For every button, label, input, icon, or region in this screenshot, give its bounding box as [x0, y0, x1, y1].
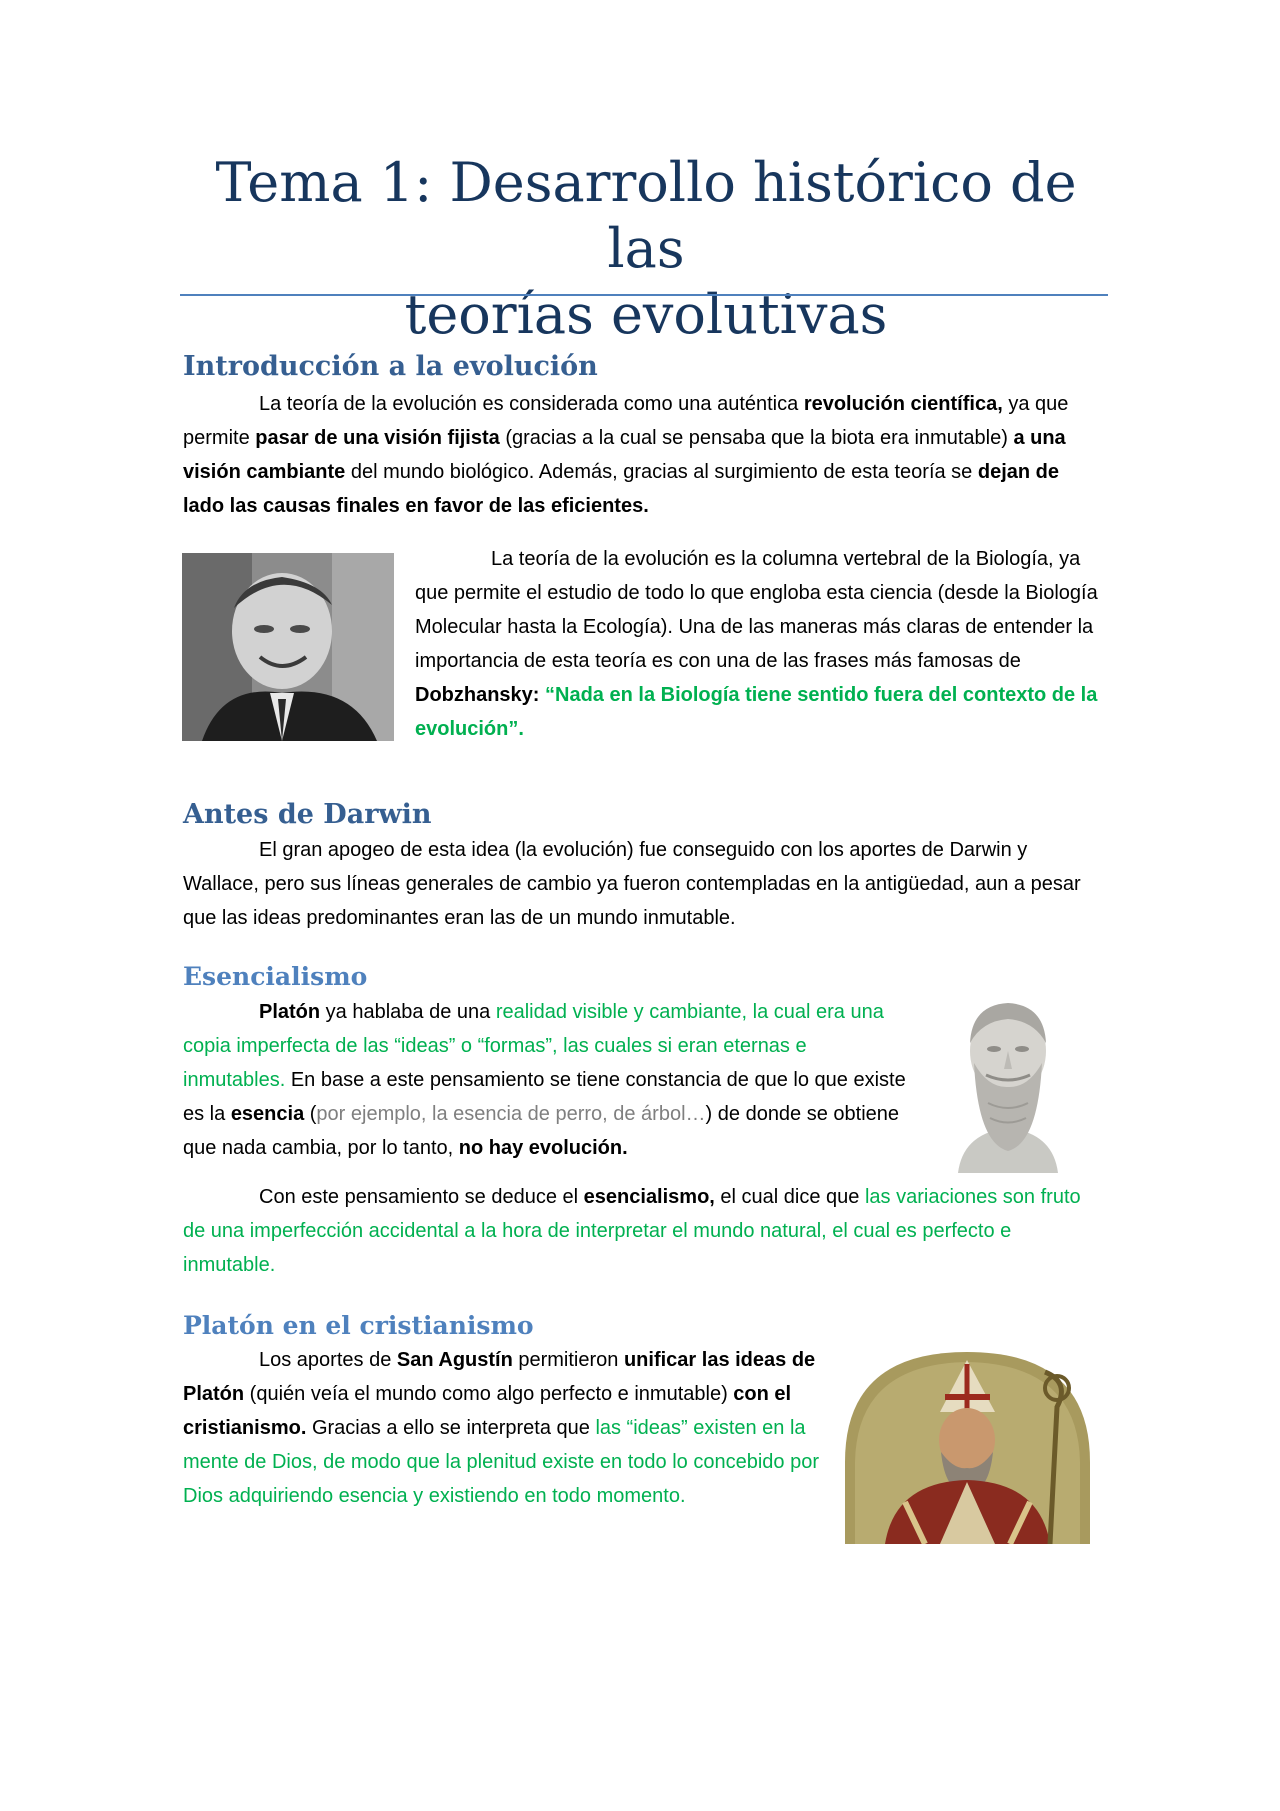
title-line-2: teorías evolutivas	[404, 283, 888, 346]
intro-paragraph-1: La teoría de la evolución es considerada como una auténtica revolución científica, ya que permite pasar de una visión fijista (gracias a la cual se pensaba que la biota era inmutable) a una visión cambiante del mundo biológico. Además, gracias al surgimiento de esta teoría se dejan de lado las causas finales en favor de las eficientes.	[183, 393, 1069, 517]
esencialismo-paragraph-2: Con este pensamiento se deduce el esencialismo, el cual dice que las variaciones son fruto de una imperfección accidental a la hora de interpretar el mundo natural, el cual es perfecto e inmutable.	[183, 1186, 1081, 1276]
intro-paragraph-2: La teoría de la evolución es la columna vertebral de la Biología, ya que permite el estudio de todo lo que engloba esta ciencia (desde la Biología Molecular hasta la Ecología). Una de las maneras más claras de entender la importancia de esta teoría es con una de las frases más famosas de Dobzhansky: “Nada en la Biología tiene sentido fuera del contexto de la evolución”.	[415, 548, 1098, 740]
san-agustin-painting	[845, 1352, 1090, 1544]
heading-esencialismo: Esencialismo	[183, 962, 368, 991]
dobzhansky-photo	[182, 553, 394, 741]
antes-paragraph: El gran apogeo de esta idea (la evolución) fue conseguido con los aportes de Darwin y Wallace, pero sus líneas generales de cambio ya fueron contempladas en la antigüedad, aun a pesar que las ideas predominantes eran las de un mundo inmutable.	[183, 839, 1081, 929]
heading-platon-cristianismo: Platón en el cristianismo	[183, 1311, 534, 1340]
esencialismo-paragraph-1: Platón ya hablaba de una realidad visible y cambiante, la cual era una copia imperfecta de las “ideas” o “formas”, las cuales si eran eternas e inmutables. En base a este pensamiento se tiene constancia de que lo que existe es la esencia (por ejemplo, la esencia de perro, de árbol…) de donde se obtiene que nada cambia, por lo tanto, no hay evolución.	[183, 1001, 906, 1159]
page-title	[180, 150, 1112, 348]
heading-introduccion: Introducción a la evolución	[183, 351, 598, 382]
heading-antes-de-darwin: Antes de Darwin	[183, 799, 432, 830]
title-divider	[180, 294, 1108, 296]
title-line-1: Tema 1: Desarrollo histórico de las	[215, 151, 1077, 280]
cristianismo-paragraph: Los aportes de San Agustín permitieron unificar las ideas de Platón (quién veía el mundo como algo perfecto e inmutable) con el cristianismo. Gracias a ello se interpreta que las “ideas” existen en la mente de Dios, de modo que la plenitud existe en todo lo concebido por Dios adquiriendo esencia y existiendo en todo momento.	[183, 1349, 819, 1507]
platon-bust-image	[938, 993, 1078, 1173]
